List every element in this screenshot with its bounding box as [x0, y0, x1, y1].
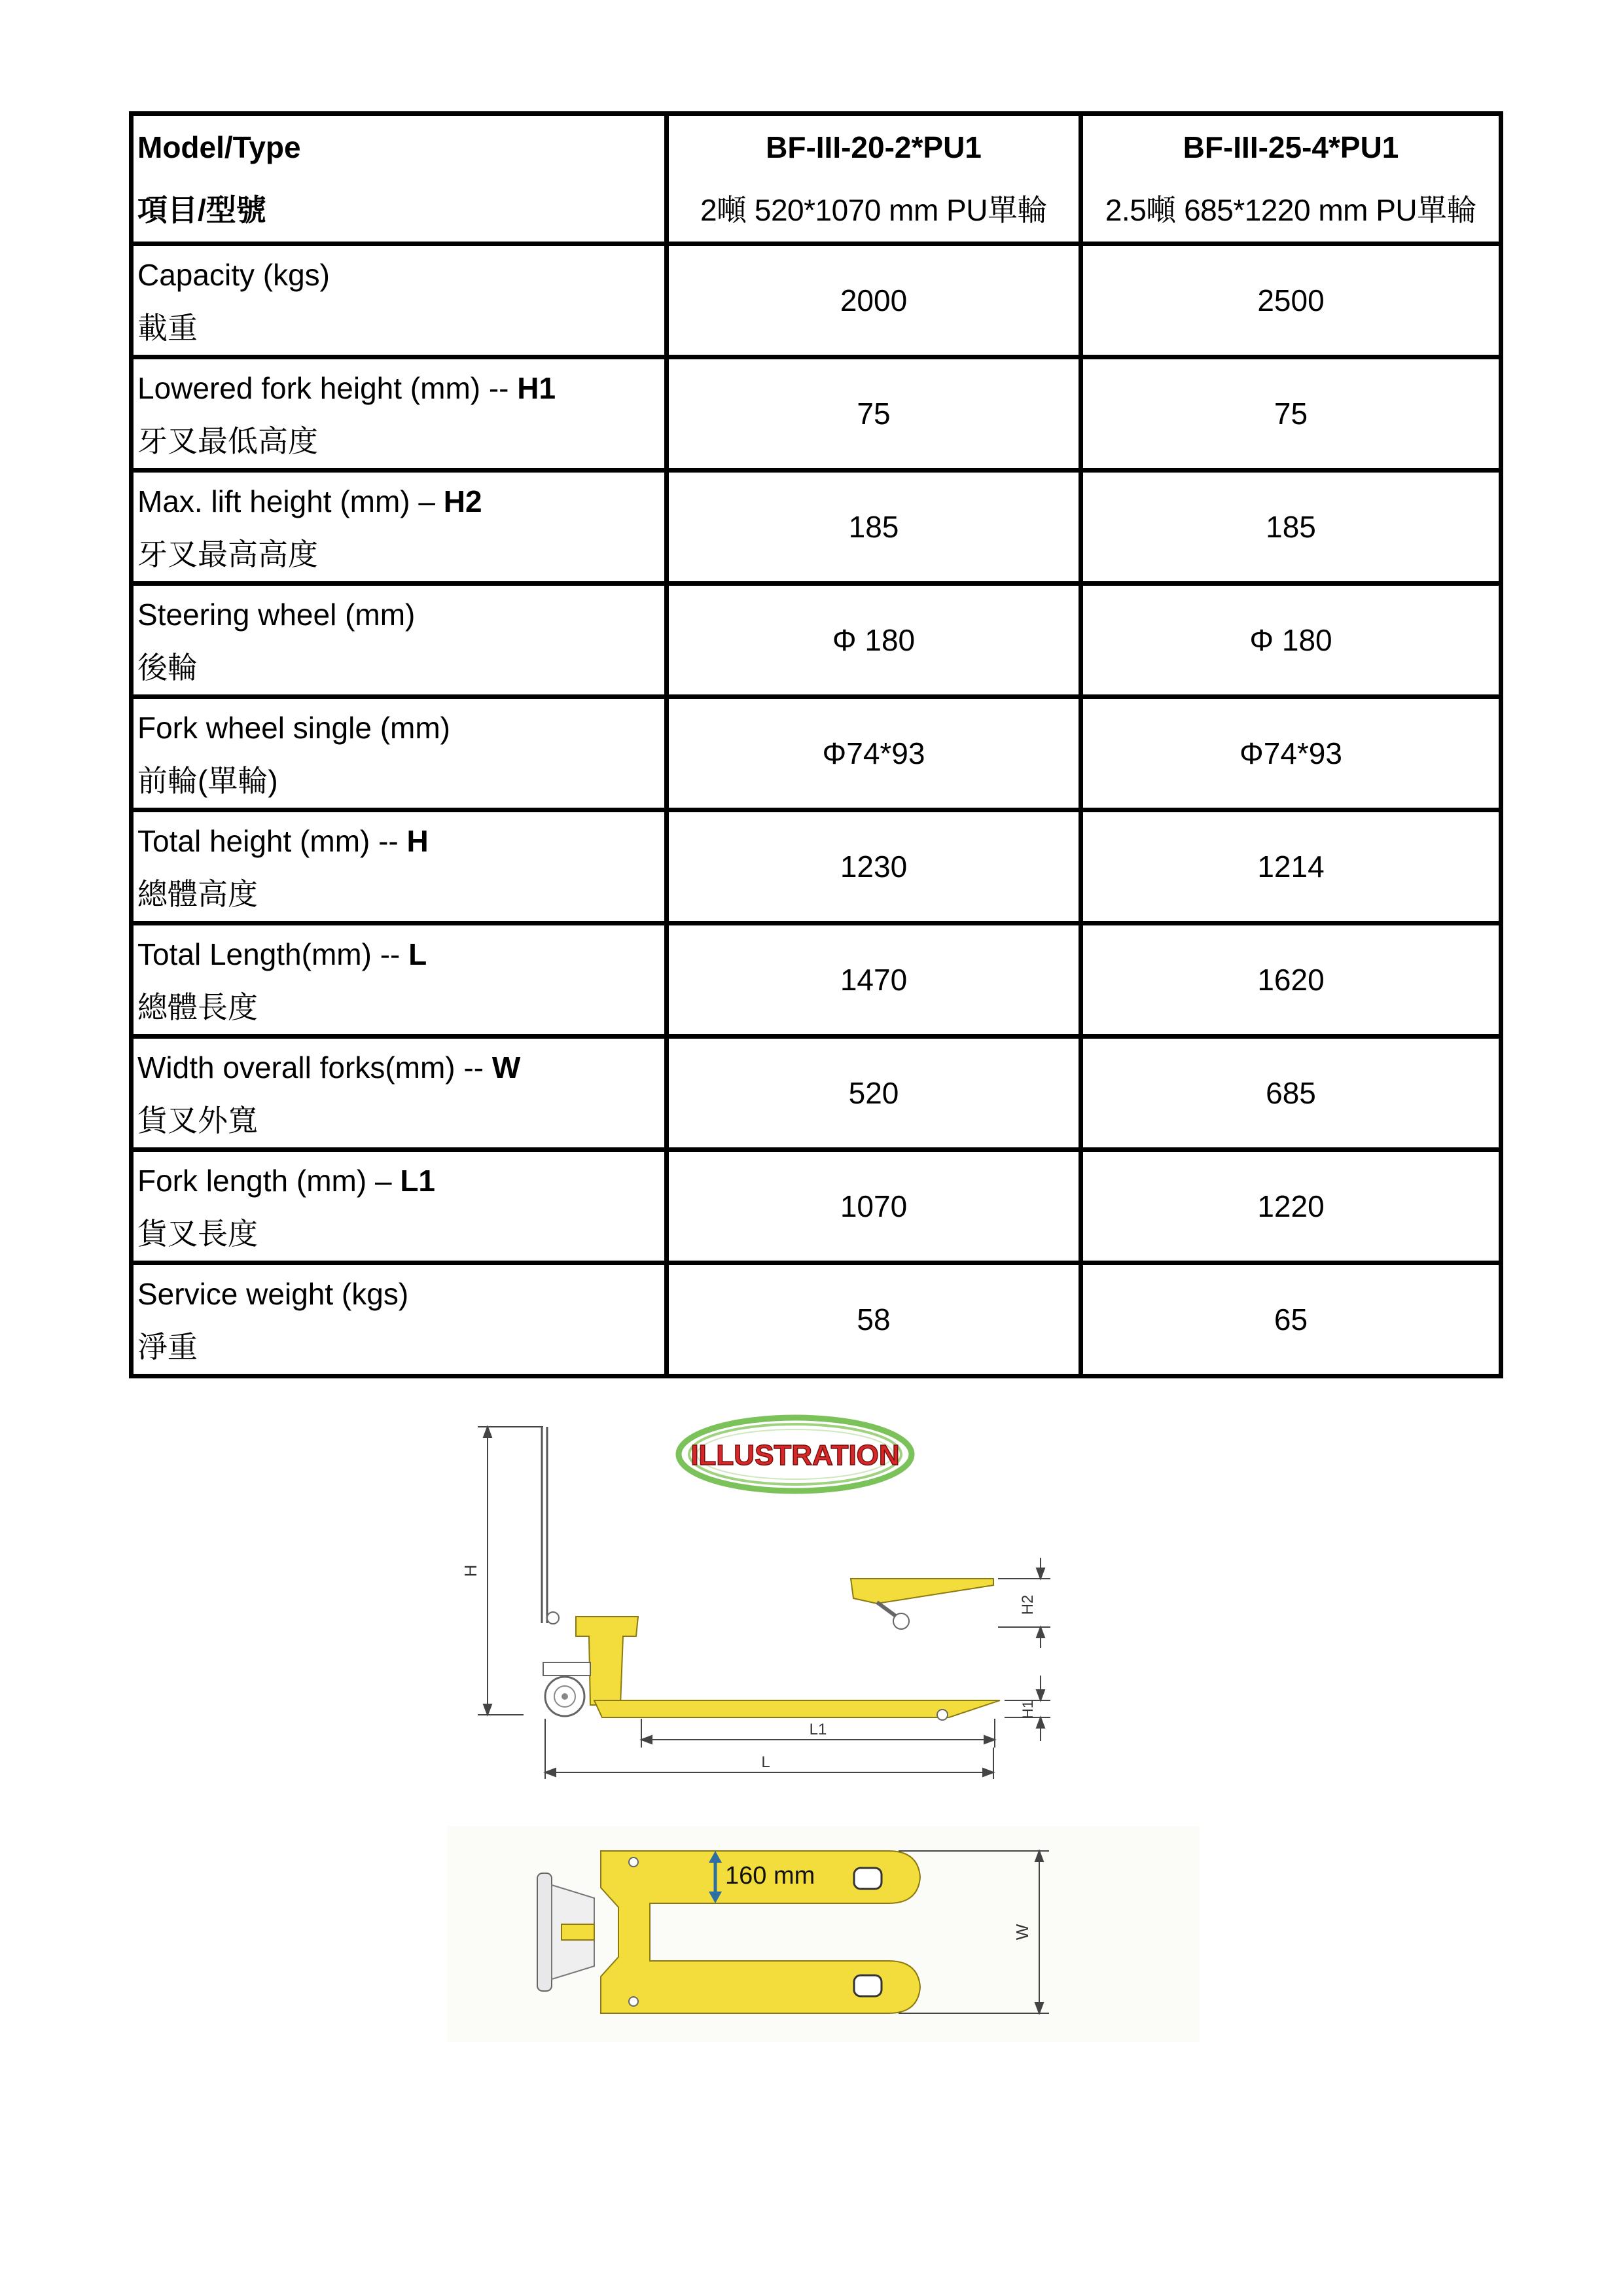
row-label-zh: 牙叉最高高度 — [137, 537, 318, 571]
row-label-cell — [132, 697, 667, 810]
row-label-zh: 貨叉外寬 — [137, 1103, 258, 1138]
row-label-en — [137, 361, 664, 416]
header-row — [132, 114, 1501, 244]
model-2-cell — [1081, 114, 1501, 244]
model-2-code: BF-III-25-4*PU1 — [1183, 130, 1399, 164]
illustration-badge — [679, 1418, 912, 1491]
model-1-value: 185 — [667, 471, 1081, 584]
row-label-zh: 淨重 — [137, 1330, 198, 1364]
model-2-value: 1220 — [1081, 1150, 1501, 1263]
row-dimension-code: H — [406, 824, 429, 858]
model-1-value: 1470 — [667, 924, 1081, 1037]
dimension-w-label: W — [1012, 1924, 1032, 1941]
row-label-cell — [132, 244, 667, 357]
row-label-en-text: Capacity (kgs) — [137, 258, 330, 292]
model-1-value: Φ74*93 — [667, 697, 1081, 810]
model-1-value: 58 — [667, 1263, 1081, 1376]
row-dimension-code: H2 — [443, 484, 482, 518]
model-1-value: 2000 — [667, 244, 1081, 357]
row-label-cell — [132, 810, 667, 924]
row-dimension-code: L — [408, 937, 427, 971]
steering-wheel — [545, 1677, 584, 1716]
row-label-en — [137, 814, 664, 869]
fork-raised — [851, 1579, 993, 1629]
dimension-h1-label: H1 — [1020, 1700, 1036, 1719]
fork-width-note: 160 mm — [725, 1862, 815, 1890]
handle — [542, 1427, 547, 1623]
model-2-desc: 2.5噸 685*1220 mm PU單輪 — [1105, 193, 1477, 227]
row-label-en-text: Max. lift height (mm) – — [137, 484, 444, 518]
row-label-en-text: Total height (mm) -- — [137, 824, 407, 858]
row-label-en-text: Lowered fork height (mm) -- — [137, 371, 518, 405]
row-label-zh: 總體長度 — [137, 990, 258, 1024]
table-row — [132, 697, 1501, 810]
row-label-zh: 貨叉長度 — [137, 1217, 258, 1251]
row-label-zh: 牙叉最低高度 — [137, 424, 318, 458]
table-row — [132, 1150, 1501, 1263]
row-label-en-text: Service weight (kgs) — [137, 1277, 409, 1311]
row-label-en-text: Steering wheel (mm) — [137, 598, 416, 632]
header-label-en: Model/Type — [137, 130, 301, 164]
row-dimension-code: L1 — [400, 1164, 435, 1198]
table-row — [132, 357, 1501, 471]
model-1-value: Φ 180 — [667, 584, 1081, 697]
model-1-code: BF-III-20-2*PU1 — [766, 130, 982, 164]
header-label-cell — [132, 114, 667, 244]
row-label-en — [137, 474, 664, 529]
row-label-en — [137, 1153, 664, 1208]
table-row — [132, 471, 1501, 584]
model-1-desc: 2噸 520*1070 mm PU單輪 — [700, 193, 1047, 227]
model-2-value: Φ74*93 — [1081, 697, 1501, 810]
model-2-value: 185 — [1081, 471, 1501, 584]
side-view-diagram — [445, 1407, 1073, 1806]
table-row — [132, 584, 1501, 697]
row-label-en — [137, 247, 664, 302]
model-2-value: 1620 — [1081, 924, 1501, 1037]
row-label-en-text: Fork wheel single (mm) — [137, 711, 450, 745]
row-label-en — [137, 1040, 664, 1095]
row-label-en-text: Total Length(mm) -- — [137, 937, 409, 971]
model-1-value: 75 — [667, 357, 1081, 471]
model-2-value: 2500 — [1081, 244, 1501, 357]
row-label-en — [137, 927, 664, 982]
row-label-zh: 後輪 — [137, 651, 198, 685]
model-2-value: 1214 — [1081, 810, 1501, 924]
row-label-cell — [132, 1150, 667, 1263]
model-2-value: 685 — [1081, 1037, 1501, 1150]
model-1-value: 1230 — [667, 810, 1081, 924]
table-row — [132, 924, 1501, 1037]
row-label-cell — [132, 584, 667, 697]
row-label-en — [137, 1266, 664, 1321]
model-2-value: Φ 180 — [1081, 584, 1501, 697]
model-1-cell — [667, 114, 1081, 244]
row-label-zh: 前輪(單輪) — [137, 764, 278, 798]
dimension-h-label: H — [461, 1564, 480, 1577]
dimension-h — [478, 1427, 543, 1715]
dimension-l1-label: L1 — [809, 1721, 827, 1738]
row-label-en — [137, 700, 664, 755]
table-row — [132, 1263, 1501, 1376]
row-label-cell — [132, 357, 667, 471]
row-label-zh: 載重 — [137, 311, 198, 345]
row-label-en — [137, 587, 664, 642]
row-label-cell — [132, 1037, 667, 1150]
model-2-value: 65 — [1081, 1263, 1501, 1376]
row-dimension-code: W — [491, 1050, 521, 1085]
top-view-diagram — [447, 1826, 1200, 2042]
table-row — [132, 810, 1501, 924]
model-1-value: 1070 — [667, 1150, 1081, 1263]
row-label-zh: 總體高度 — [137, 877, 258, 911]
spec-table — [129, 111, 1503, 1378]
row-label-cell — [132, 1263, 667, 1376]
row-label-en-text: Width overall forks(mm) -- — [137, 1050, 492, 1085]
dimension-h2-label: H2 — [1019, 1594, 1037, 1615]
row-dimension-code: H1 — [517, 371, 556, 405]
row-label-cell — [132, 924, 667, 1037]
dimension-l-label: L — [761, 1753, 770, 1771]
illustration-badge-text: ILLUSTRATION — [690, 1439, 900, 1471]
header-label-zh: 項目/型號 — [137, 193, 266, 227]
row-label-en-text: Fork length (mm) – — [137, 1164, 401, 1198]
table-row — [132, 244, 1501, 357]
model-2-value: 75 — [1081, 357, 1501, 471]
table-row — [132, 1037, 1501, 1150]
fork-lowered — [594, 1700, 1000, 1720]
model-1-value: 520 — [667, 1037, 1081, 1150]
row-label-cell — [132, 471, 667, 584]
